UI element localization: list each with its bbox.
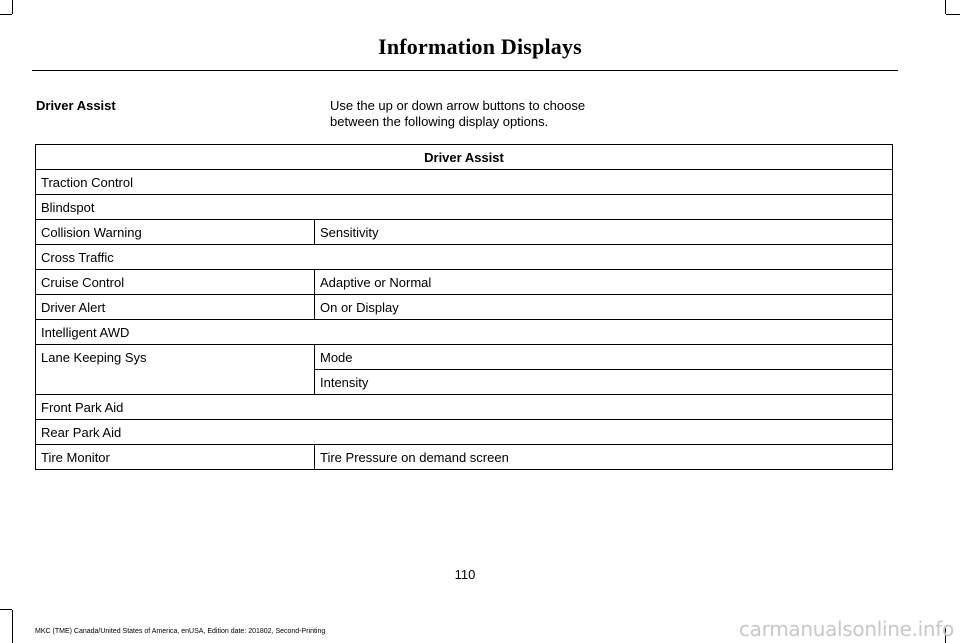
table-cell-option: On or Display bbox=[315, 295, 893, 320]
page-number: 110 bbox=[454, 567, 476, 582]
edition-footer: MKC (TME) Canada/United States of America, enUSA, Edition date: 201802, Second-Printing bbox=[35, 628, 326, 635]
table-cell-item: Cross Traffic bbox=[36, 245, 893, 270]
table-row bbox=[36, 320, 893, 345]
table-cell-option: Mode bbox=[315, 345, 893, 370]
table-cell-item: Cruise Control bbox=[36, 270, 315, 295]
table-cell-item: Driver Alert bbox=[36, 295, 315, 320]
table-row bbox=[36, 395, 893, 420]
table-row bbox=[36, 220, 893, 245]
table-row bbox=[36, 270, 893, 295]
table-row bbox=[36, 345, 893, 370]
table-heading: Driver Assist bbox=[36, 145, 893, 170]
table-row bbox=[36, 445, 893, 470]
table-cell-item: Blindspot bbox=[36, 195, 893, 220]
table-cell-item: Collision Warning bbox=[36, 220, 315, 245]
table-row bbox=[36, 195, 893, 220]
page-title: Information Displays bbox=[378, 34, 582, 59]
table-cell-item: Intelligent AWD bbox=[36, 320, 893, 345]
table-cell-item: Lane Keeping Sys bbox=[36, 345, 315, 395]
crop-mark-top-right-horizontal bbox=[946, 14, 960, 15]
crop-mark-bottom-left-horizontal bbox=[0, 609, 12, 610]
table-header-row bbox=[36, 145, 893, 170]
driver-assist-table bbox=[35, 144, 893, 470]
section-label: Driver Assist bbox=[36, 98, 116, 113]
table-cell-option: Adaptive or Normal bbox=[315, 270, 893, 295]
section-intro-text: Use the up or down arrow buttons to choose between the following display options. bbox=[330, 98, 586, 129]
crop-mark-top-left-horizontal bbox=[0, 14, 12, 15]
crop-mark-top-left-vertical bbox=[12, 0, 13, 14]
watermark: carmanualsonline.info bbox=[738, 617, 954, 641]
table-row bbox=[36, 295, 893, 320]
table-cell-option: Tire Pressure on demand screen bbox=[315, 445, 893, 470]
table-cell-option: Intensity bbox=[315, 370, 893, 395]
table-row bbox=[36, 420, 893, 445]
table-cell-item: Tire Monitor bbox=[36, 445, 315, 470]
table-cell-item: Traction Control bbox=[36, 170, 893, 195]
table-row bbox=[36, 170, 893, 195]
table-cell-item: Rear Park Aid bbox=[36, 420, 893, 445]
table-cell-item: Front Park Aid bbox=[36, 395, 893, 420]
header-divider bbox=[32, 70, 898, 71]
table-row bbox=[36, 245, 893, 270]
table-cell-option: Sensitivity bbox=[315, 220, 893, 245]
crop-mark-top-right-vertical bbox=[945, 0, 946, 14]
crop-mark-bottom-left-vertical bbox=[12, 610, 13, 643]
